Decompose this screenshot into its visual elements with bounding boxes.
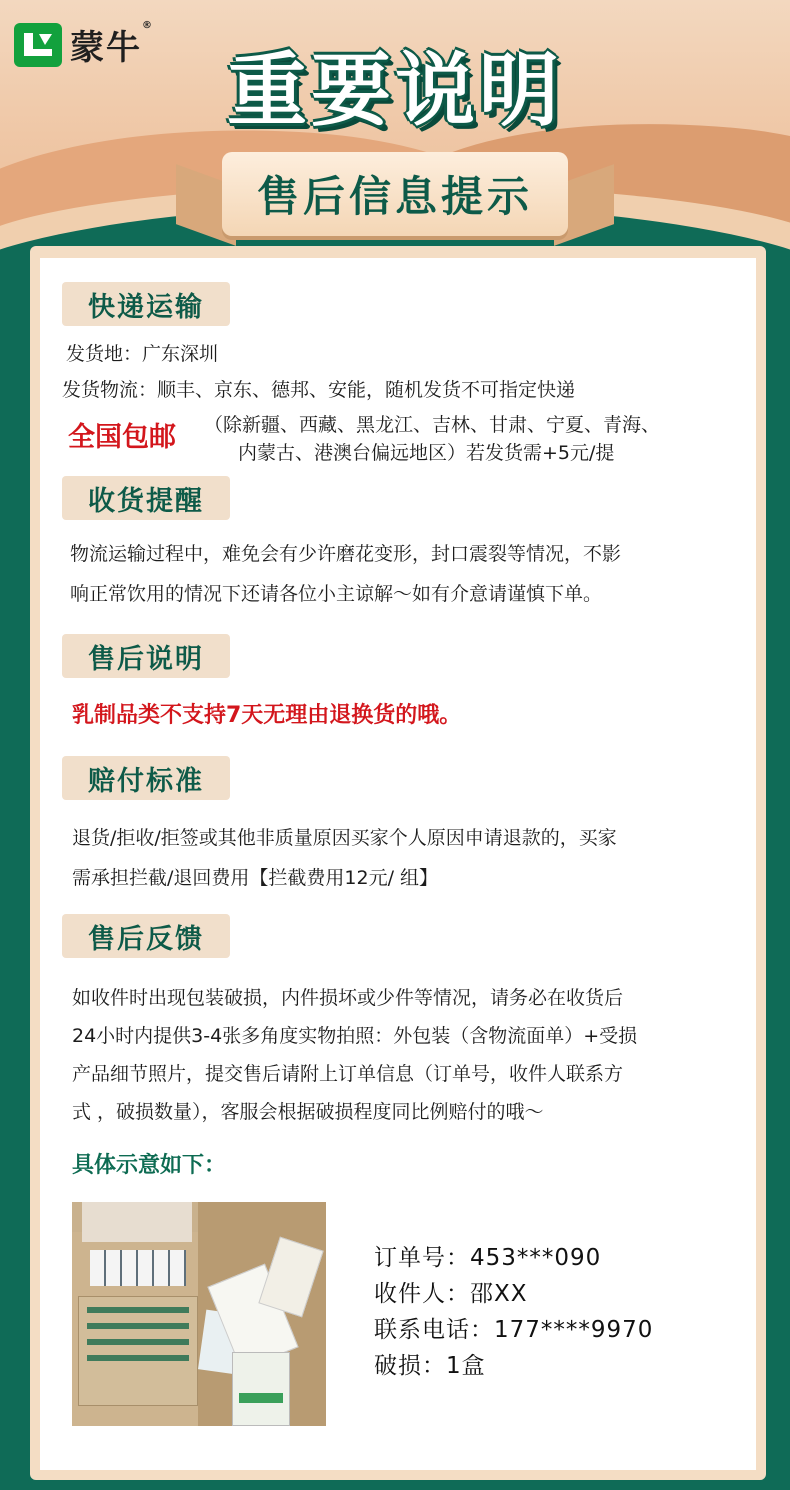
recipient-phone: 联系电话：177****9970 xyxy=(374,1317,654,1343)
section-tag-compensation: 赔付标准 xyxy=(62,756,230,800)
box-label xyxy=(78,1296,198,1406)
no-return-notice: 乳制品类不支持7天无理由退换货的哦。 xyxy=(72,703,462,728)
section-tag-receipt: 收货提醒 xyxy=(62,476,230,520)
feedback-text-4: 式 ，破损数量），客服会根据破损程度同比例赔付的哦～ xyxy=(72,1101,544,1123)
section-tag-shipping: 快递运输 xyxy=(62,282,230,326)
box-flap xyxy=(82,1202,192,1242)
feedback-text-3: 产品细节照片，提交售后请附上订单信息（订单号，收件人联系方 xyxy=(72,1063,624,1085)
receipt-text-1: 物流运输过程中，难免会有少许磨花变形，封口震裂等情况，不影 xyxy=(70,543,622,565)
milk-cartons-row xyxy=(90,1250,186,1286)
page-title: 重要说明 xyxy=(227,44,563,137)
free-shipping-label: 全国包邮 xyxy=(68,422,176,453)
shipping-exclusions-2: 内蒙古、港澳台偏远地区）若发货需+5元/提 xyxy=(238,442,615,464)
order-number: 订单号：453***090 xyxy=(374,1245,602,1271)
section-tag-feedback: 售后反馈 xyxy=(62,914,230,958)
damaged-package-photo xyxy=(72,1202,326,1426)
compensation-text-1: 退货/拒收/拒签或其他非质量原因买家个人原因申请退款的，买家 xyxy=(72,827,617,849)
compensation-text-2: 需承担拦截/退回费用【拦截费用12元/ 组】 xyxy=(72,867,439,889)
section-tag-after-sales: 售后说明 xyxy=(62,634,230,678)
milk-carton xyxy=(232,1352,290,1426)
example-order-info xyxy=(374,1240,653,1384)
subtitle-ribbon xyxy=(222,152,568,236)
feedback-text-1: 如收件时出现包装破损，内件损坏或少件等情况，请务必在收货后 xyxy=(72,987,624,1009)
page-subtitle: 售后信息提示 xyxy=(256,172,533,221)
shipping-exclusions-1: （除新疆、西藏、黑龙江、吉林、甘肃、宁夏、青海、 xyxy=(204,414,661,436)
receipt-text-2: 响正常饮用的情况下还请各位小主谅解～如有介意请谨慎下单。 xyxy=(70,583,603,605)
example-heading: 具体示意如下： xyxy=(72,1153,227,1178)
registered-mark: ® xyxy=(142,20,154,31)
brand-name-text: 蒙牛 xyxy=(70,28,142,68)
shipping-carriers: 发货物流：顺丰、京东、德邦、安能，随机发货不可指定快递 xyxy=(62,379,576,401)
damage-count: 破损：1盒 xyxy=(374,1353,486,1379)
shipping-origin: 发货地：广东深圳 xyxy=(66,343,219,365)
feedback-text-2: 24小时内提供3-4张多角度实物拍照：外包装（含物流面单）+受损 xyxy=(72,1025,638,1047)
recipient-name: 收件人：邵XX xyxy=(374,1281,528,1307)
